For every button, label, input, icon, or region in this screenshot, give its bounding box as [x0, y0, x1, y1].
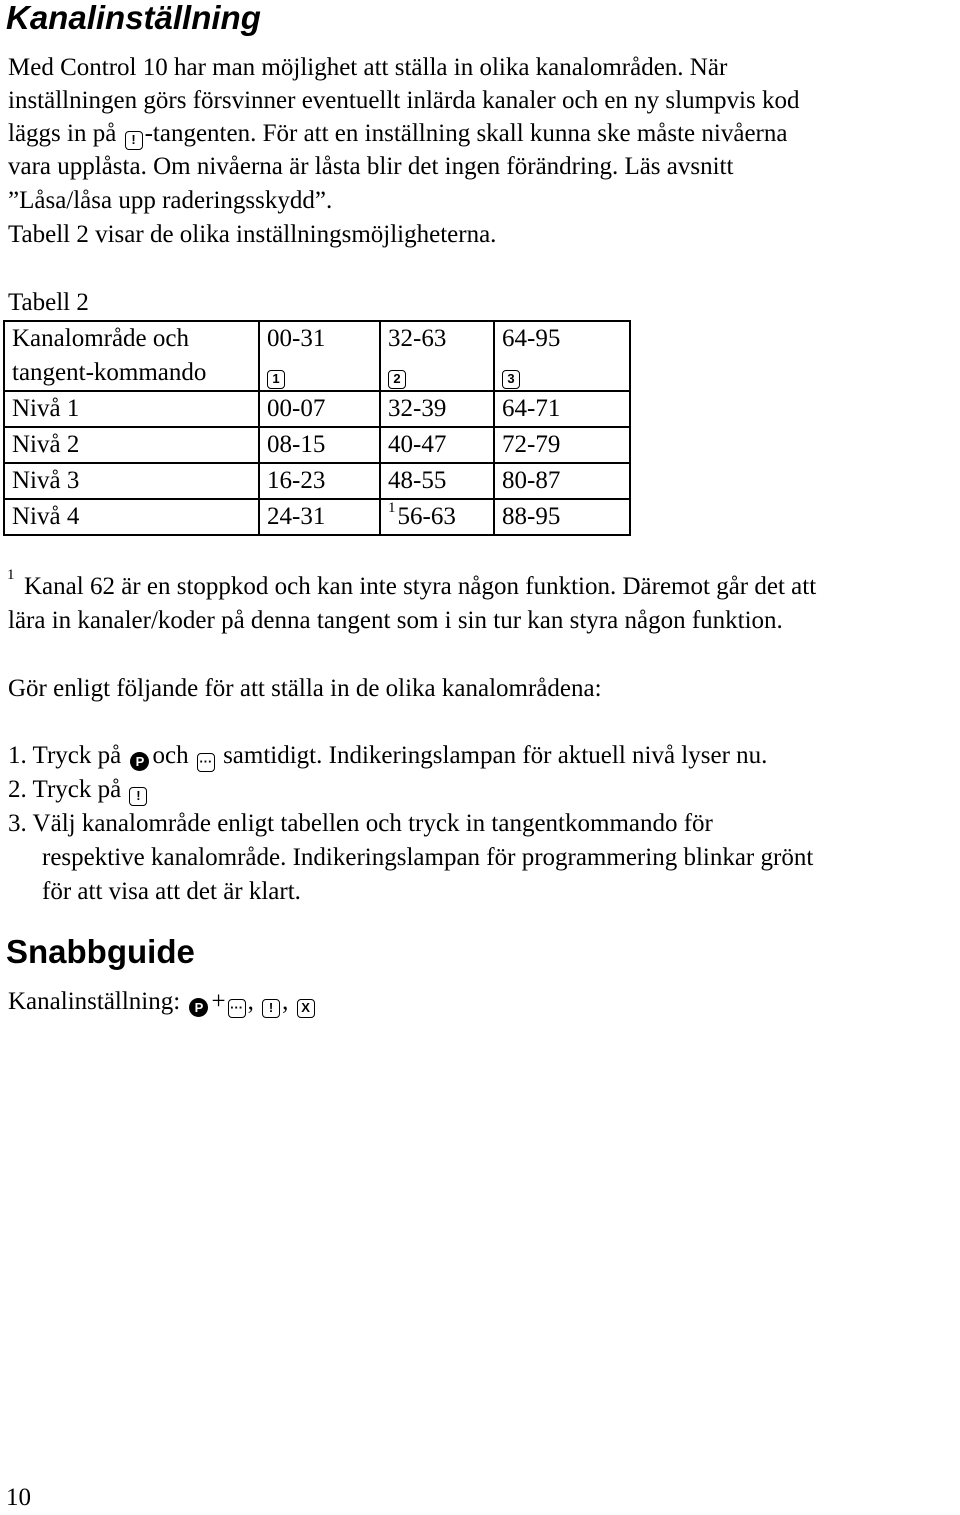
dots-key-icon: ··· [228, 999, 246, 1018]
instructions-intro: Gör enligt följande för att ställa in de olika kanalområdena: [8, 675, 602, 702]
footnote-line-2: lära in kanaler/koder på denna tangent som i sin tur kan styra någon funktion. [8, 607, 783, 634]
step-2-pre: 2. Tryck på [8, 776, 122, 803]
table-cell: 24-31 [259, 499, 380, 535]
intro-line-1: Med Control 10 har man möjlighet att ställa in olika kanalområden. När [8, 54, 728, 81]
step-3-line-1: 3. Välj kanalområde enligt tabellen och tryck in tangentkommando för [8, 810, 713, 837]
footnote-ref: 1 [388, 500, 396, 516]
table-cell-value: 56-63 [397, 503, 456, 530]
quickguide-line [8, 987, 317, 1018]
separator: , [282, 988, 289, 1015]
quickguide-title: Snabbguide [6, 933, 195, 970]
table-cell: 80-87 [494, 463, 630, 499]
table-header-row [4, 321, 630, 391]
intro-line-6: Tabell 2 visar de olika inställningsmöjligheterna. [8, 221, 497, 248]
table-cell: 72-79 [494, 427, 630, 463]
step-1 [8, 741, 767, 772]
intro-line-4: vara upplåsta. Om nivåerna är låsta blir det ingen förändring. Läs avsnitt [8, 153, 734, 180]
header-column-1 [259, 321, 380, 391]
key-3-icon: 3 [502, 370, 520, 389]
table-row [4, 499, 630, 535]
page-title: Kanalinställning [6, 0, 261, 36]
table-row [4, 463, 630, 499]
page-number: 10 [6, 1484, 31, 1511]
intro-line-3 [8, 119, 787, 150]
quickguide-label: Kanalinställning: [8, 988, 181, 1015]
footnote-marker: 1 [7, 567, 15, 583]
dots-key-icon: ··· [197, 753, 215, 772]
row-label: Nivå 1 [4, 391, 259, 427]
p-key-icon: P [130, 752, 149, 771]
plus-sign: + [211, 988, 226, 1015]
table-row [4, 427, 630, 463]
channel-range-table [3, 320, 631, 536]
table-cell: 32-39 [380, 391, 494, 427]
table-cell-footnoted [380, 499, 494, 535]
row-label: Nivå 2 [4, 427, 259, 463]
row-label: Nivå 3 [4, 463, 259, 499]
exclamation-key-icon: ! [125, 131, 143, 150]
header-column-2 [380, 321, 494, 391]
table-cell: 40-47 [380, 427, 494, 463]
table-cell: 48-55 [380, 463, 494, 499]
row-label: Nivå 4 [4, 499, 259, 535]
step-1-post: samtidigt. Indikeringslampan för aktuell nivå lyser nu. [223, 742, 768, 769]
header-label-line-2: tangent-kommando [12, 359, 207, 386]
key-2-icon: 2 [388, 370, 406, 389]
intro-line-2: inställningen görs försvinner eventuellt inlärda kanaler och en ny slumpvis kod [8, 87, 800, 114]
table-cell: 88-95 [494, 499, 630, 535]
exclamation-key-icon: ! [262, 999, 280, 1018]
table-caption: Tabell 2 [8, 289, 89, 316]
x-key-icon: X [297, 999, 315, 1018]
header-label-cell [4, 321, 259, 391]
separator: , [247, 988, 254, 1015]
table-cell: 08-15 [259, 427, 380, 463]
step-2 [8, 775, 149, 806]
table-cell: 16-23 [259, 463, 380, 499]
key-1-icon: 1 [267, 370, 285, 389]
intro-line-3-pre: läggs in på [8, 120, 123, 147]
footnote-line-1: Kanal 62 är en stoppkod och kan inte styra någon funktion. Däremot går det att [24, 573, 817, 600]
intro-line-5: ”Låsa/låsa upp raderingsskydd”. [8, 187, 333, 214]
p-key-icon: P [189, 998, 208, 1017]
table-row [4, 391, 630, 427]
header-label-line-1: Kanalområde och [12, 325, 190, 352]
header-range-2: 32-63 [388, 325, 447, 352]
table-cell: 64-71 [494, 391, 630, 427]
intro-line-3-post: -tangenten. För att en inställning skall kunna ske måste nivåerna [144, 120, 788, 147]
header-column-3 [494, 321, 630, 391]
exclamation-key-icon: ! [129, 787, 147, 806]
table-cell: 00-07 [259, 391, 380, 427]
step-1-mid: och [152, 742, 189, 769]
step-1-pre: 1. Tryck på [8, 742, 122, 769]
header-range-1: 00-31 [267, 325, 326, 352]
step-3-line-3: för att visa att det är klart. [42, 878, 301, 905]
step-3-line-2: respektive kanalområde. Indikeringslampan för programmering blinkar grönt [42, 844, 814, 871]
header-range-3: 64-95 [502, 325, 561, 352]
